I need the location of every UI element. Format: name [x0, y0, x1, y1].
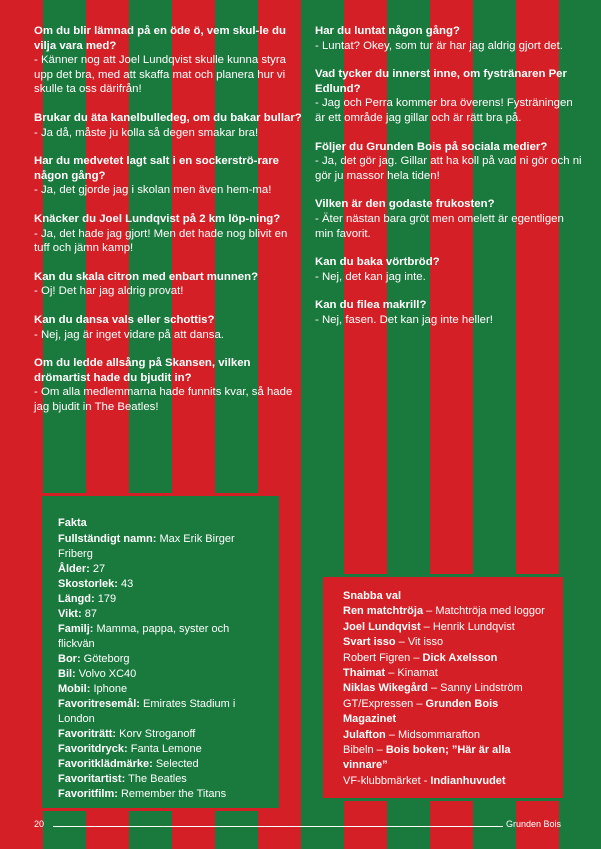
left-qa-column [34, 24, 304, 428]
choice-separator: – [385, 667, 398, 680]
fakta-label: Bil: [58, 668, 76, 680]
fakta-title: Fakta [58, 517, 87, 529]
qa-item [34, 270, 304, 299]
fakta-row [58, 652, 265, 667]
fakta-label: Favoritdryck: [58, 743, 128, 755]
fakta-row [58, 682, 265, 697]
question: Kan du dansa vals eller schottis? [34, 313, 215, 326]
fakta-row [58, 742, 265, 757]
qa-item [315, 197, 585, 241]
fakta-row [58, 772, 265, 787]
question: Vilken är den godaste frukosten? [315, 198, 495, 211]
choice-b: Dick Axelsson [422, 651, 498, 664]
fakta-value: Emirates Stadium i London [58, 698, 236, 725]
question: Om du ledde allsång på Skansen, vilken drömartist hade du bjudit in? [34, 357, 251, 384]
fakta-row [58, 787, 265, 802]
question: Har du luntat någon gång? [315, 25, 460, 37]
fakta-label: Mobil: [58, 683, 91, 695]
choice-separator: – [373, 744, 386, 757]
fakta-row [58, 532, 265, 562]
snabba-val-row [343, 697, 553, 728]
snabba-val-row [343, 681, 553, 696]
fakta-label: Favoritresemål: [58, 698, 140, 710]
fakta-row [58, 667, 265, 682]
fakta-row [58, 727, 265, 742]
qa-item [34, 356, 304, 414]
fakta-label: Favoritfilm: [58, 788, 118, 800]
choice-separator: – [420, 620, 433, 633]
footer-divider [53, 826, 503, 827]
qa-item [34, 313, 304, 342]
choice-b: Indianhuvudet [430, 774, 506, 787]
choice-b: Sanny Lindström [440, 682, 523, 695]
snabba-val-row [343, 743, 553, 774]
choice-b: Grunden Bois Magazinet [343, 697, 499, 726]
question: Har du medvetet lagt salt i en sockerströ-rare någon gång? [34, 155, 279, 182]
question: Om du blir lämnad på en öde ö, vem skul-le du vilja vara med? [34, 25, 286, 52]
fakta-label: Bor: [58, 653, 81, 665]
fakta-label: Längd: [58, 593, 95, 605]
qa-item [34, 154, 304, 198]
question: Kan du filea makrill? [315, 299, 427, 312]
snabba-val-box [320, 574, 566, 801]
snabba-val-title: Snabba val [343, 590, 402, 602]
choice-separator: – [423, 605, 436, 618]
fakta-label: Favoritartist: [58, 773, 126, 785]
choice-b: Bois boken; ”Här är alla vinnare” [343, 744, 511, 772]
answer: - Luntat? Okey, som tur är har jag aldrig gjort det. [315, 39, 563, 52]
snabba-val-row [343, 666, 553, 681]
choice-b: Kinamat [397, 667, 438, 680]
choice-a: Svart isso [343, 636, 396, 649]
fakta-value: Göteborg [83, 653, 130, 665]
fakta-box [39, 493, 282, 811]
answer: - Ja, det gör jag. Gillar att ha koll på vad ni gör och ni gör ju massor hela tiden! [315, 155, 582, 182]
fakta-value: Fanta Lemone [130, 743, 202, 755]
choice-a: Robert Figren [343, 651, 411, 664]
snabba-val-row [343, 651, 553, 666]
choice-separator: – [385, 728, 399, 741]
fakta-value: Max Erik Birger Friberg [58, 533, 235, 560]
choice-a: GT/Expressen [343, 697, 414, 710]
fakta-row [58, 622, 265, 652]
snabba-val-row [343, 635, 553, 650]
fakta-label: Familj: [58, 623, 94, 635]
choice-b: Midsommarafton [398, 728, 480, 741]
choice-separator: – [410, 651, 423, 664]
fakta-row [58, 607, 265, 622]
choice-a: VF-klubbmärket [343, 774, 421, 787]
qa-item [34, 24, 304, 97]
snabba-val-row [343, 774, 553, 789]
fakta-value: The Beatles [128, 773, 187, 785]
fakta-value: 43 [120, 578, 134, 590]
fakta-value: 179 [97, 593, 117, 605]
publication-name: Grunden Bois [506, 819, 562, 829]
answer: - Oj! Det har jag aldrig provat! [34, 285, 184, 298]
fakta-value: Iphone [93, 683, 128, 695]
snabba-val-row [343, 620, 553, 635]
answer: - Ja, det hade jag gjort! Men det hade nog blivit en tuff och jämn kamp! [34, 227, 288, 255]
fakta-row [58, 577, 265, 592]
answer: - Nej, jag är inget vidare på att dansa. [34, 328, 224, 341]
choice-a: Joel Lundqvist [343, 620, 421, 633]
fakta-row [58, 697, 265, 727]
question: Brukar du äta kanelbulledeg, om du bakar bullar? [34, 111, 302, 124]
choice-a: Julafton [343, 728, 386, 741]
fakta-row [58, 757, 265, 772]
fakta-label: Ålder: [58, 563, 90, 575]
choice-separator: - [420, 774, 431, 787]
question: Kan du skala citron med enbart munnen? [34, 270, 259, 283]
choice-separator: – [427, 682, 441, 695]
question: Knäcker du Joel Lundqvist på 2 km löp-ning? [34, 212, 281, 225]
choice-b: Matchtröja med loggor [435, 605, 545, 618]
fakta-value: Remember the Titans [120, 788, 227, 800]
fakta-value: Mamma, pappa, syster och flickvän [58, 623, 230, 650]
qa-item [315, 24, 585, 53]
fakta-label: Vikt: [58, 608, 82, 620]
choice-b: Vit isso [407, 636, 444, 649]
choice-b: Henrik Lundqvist [432, 620, 515, 633]
snabba-val-row [343, 728, 553, 743]
answer: - Känner nog att Joel Lundqvist skulle kunna styra upp det bra, med att skaffa mat och planera hur vi skulle ta oss därifrån! [34, 54, 287, 96]
answer: - Jag och Perra kommer bra överens! Fysträningen är ett område jag gillar och är rätt bra på. [315, 97, 573, 124]
question: Kan du baka vörtbröd? [315, 256, 440, 269]
choice-separator: – [413, 697, 426, 710]
qa-item [315, 140, 585, 184]
fakta-label: Favoriträtt: [58, 728, 117, 740]
answer: - Nej, fasen. Det kan jag inte heller! [315, 313, 493, 326]
choice-a: Thaimat [343, 667, 386, 680]
page-number: 20 [34, 819, 45, 829]
qa-item [315, 255, 585, 284]
choice-separator: – [395, 636, 408, 649]
fakta-row [58, 592, 265, 607]
answer: - Ja, det gjorde jag i skolan men även hem-ma! [34, 184, 272, 197]
question: Vad tycker du innerst inne, om fystränaren Per Edlund? [315, 68, 567, 95]
right-qa-column [315, 24, 585, 342]
snabba-val-row [343, 604, 553, 619]
qa-item [34, 212, 304, 256]
fakta-value: Korv Stroganoff [119, 728, 196, 740]
fakta-value: 87 [84, 608, 97, 620]
choice-a: Niklas Wikegård [343, 682, 428, 695]
fakta-label: Favoritklädmärke: [58, 758, 153, 770]
qa-item [315, 67, 585, 125]
answer: - Äter nästan bara gröt men omelett är egentligen min favorit. [315, 212, 564, 240]
choice-a: Bibeln [343, 744, 374, 757]
answer: - Ja då, måste ju kolla så degen smakar bra! [34, 126, 259, 139]
fakta-row [58, 562, 265, 577]
qa-item [315, 298, 585, 327]
answer: - Nej, det kan jag inte. [315, 270, 426, 283]
question: Följer du Grunden Bois på sociala medier? [315, 140, 548, 153]
choice-a: Ren matchtröja [343, 605, 424, 618]
answer: - Om alla medlemmarna hade funnits kvar, så hade jag bjudit in The Beatles! [34, 386, 293, 413]
fakta-label: Fullständigt namn: [58, 533, 157, 545]
fakta-label: Skostorlek: [58, 578, 118, 590]
fakta-value: 27 [92, 563, 106, 575]
fakta-value: Selected [155, 758, 199, 770]
qa-item [34, 111, 304, 140]
fakta-value: Volvo XC40 [78, 668, 137, 680]
